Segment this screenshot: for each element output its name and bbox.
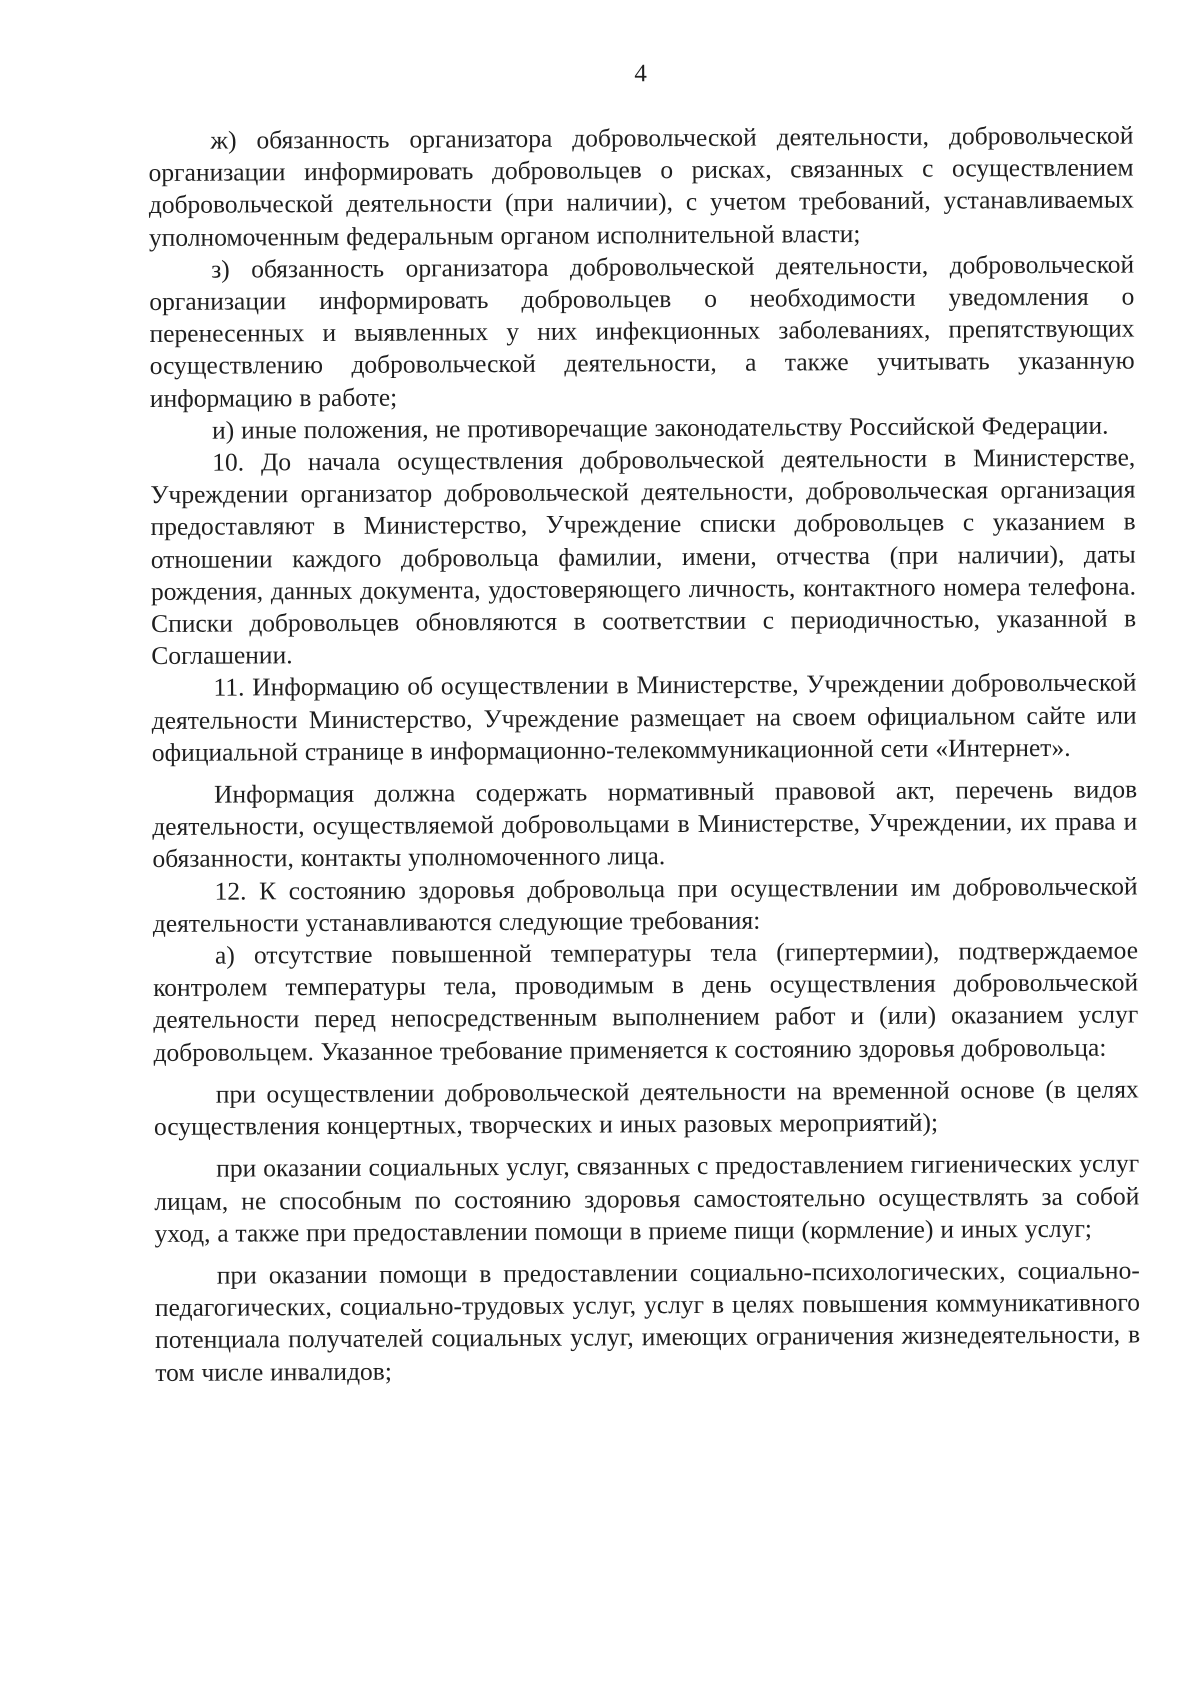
paragraph-11-information: Информация должна содержать нормативный правовой акт, перечень видов деятельности, осуществляемой добровольцами в Министерстве, Учреждении, их права и обязанности, контакты уполномоченного лица. [152,774,1138,874]
paragraph-temporary-basis: при осуществлении добровольческой деятельности на временной основе (в целях осуществления концертных, творческих и иных разовых мероприятий); [153,1074,1139,1142]
page-content [148,56,1140,1388]
paragraph-12: 12. К состоянию здоровья добровольца при осуществлении им добровольческой деятельности устанавливаются следующие требования: [152,871,1138,938]
paragraph-12-a: а) отсутствие повышенной температуры тела (гипертермии), подтверждаемое контролем температуры тела, проводимым в день осуществления добровольческой деятельности перед непосредственным выполнением работ и (или) оказанием услуг добровольцем. Указанное требование применяется к состоянию здоровья добровольца: [153,935,1139,1067]
paragraph-i: и) иные положения, не противоречащие законодательству Российской Федерации. [211,410,1109,445]
paragraph-10: 10. До начала осуществления добровольческой деятельности в Министерстве, Учреждении организатор добровольческой деятельности, добровольческая организация предоставляют в Министерство, Учреждение списки добровольцев с указанием в отношении каждого добровольца фамилии, имени, отчества (при наличии), даты рождения, данных документа, удостоверяющего личность, контактного номера телефона. Списки добровольцев обновляются в соответствии с периодичностью, указанной в Соглашении. [150,442,1137,671]
page-number: 4 [634,60,647,88]
paragraph-assistance: при оказании помощи в предоставлении социально-психологических, социально-педагогических, социально-трудовых услуг, услуг в целях повышения коммуникативного потенциала получателей социальных услуг, имеющих ограничения жизнедеятельности, в том числе инвалидов; [154,1255,1141,1387]
paragraph-zh: ж) обязанность организатора добровольческой деятельности, добровольческой организации информировать добровольцев о рисках, связанных с осуществлением добровольческой деятельности (при наличии), с учетом требований, устанавливаемых уполномоченным федеральным органом исполнительной власти; [148,120,1134,252]
paragraph-11: 11. Информацию об осуществлении в Министерстве, Учреждении добровольческой деятельности Министерство, Учреждение размещает на своем официальном сайте или официальной странице в информационно-телекоммуникационной сети «Интернет». [151,667,1137,767]
paragraph-z: з) обязанность организатора добровольческой деятельности, добровольческой организации информировать добровольцев о необходимости уведомления о перенесенных и выявленных у них инфекционных заболеваниях, препятствующих осуществлению добровольческой деятельности, а также учитывать указанную информацию в работе; [149,249,1135,413]
paragraph-social-services: при оказании социальных услуг, связанных с предоставлением гигиенических услуг лицам, не способным по состоянию здоровья самостоятельно осуществлять за собой уход, а также при предоставлении помощи в приеме пищи (кормление) и иных услуг; [154,1148,1140,1248]
